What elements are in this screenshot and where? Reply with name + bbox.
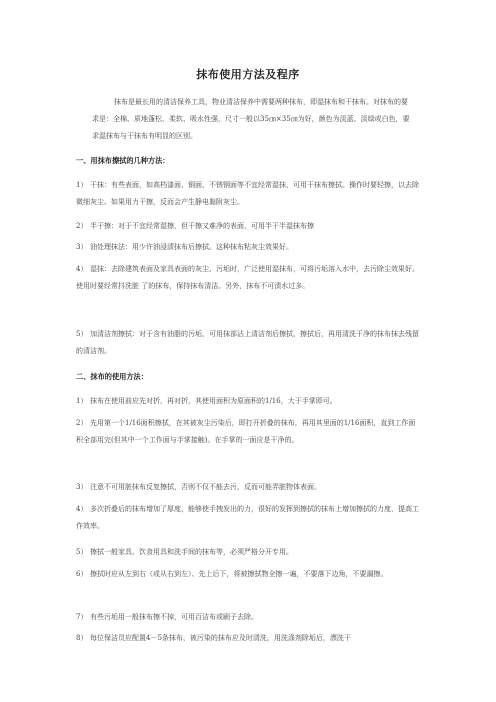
- list-item: 3） 油处理抹法：用少许油浸渍抹布后擦拭。这种抹布粘灰尘效果好。: [76, 243, 293, 251]
- section1-heading: 一、用抹布擦拭的几种方法：: [76, 156, 170, 165]
- list-item: 4） 湿抹：去除建筑表面及家具表面的灰尘、污垢时，广泛使用湿抹布，可将污垢溶入水中，去污除尘效果好。使用时要经常抖洗脏 了的抹布，保持抹布清洁。另外，抹布不可渍水过多。: [76, 265, 419, 290]
- document-title: 抹布使用方法及程序: [196, 68, 300, 81]
- intro-text: 抹布是最长用的清洁保养工具，物业清洁保养中需要两种抹布，即湿抹布和干抹布。对抹布的要求是：全棉、质地蓬松、柔软、吸水性强，尺寸一般以35㎝×35㎝为好，颜色为淡蓝、淡绿或白色，要求湿抹布与干抹布有明显的区别。: [92, 98, 410, 140]
- list-item: 1） 干抹：有些表面，如高档漆面、铜面、不锈钢面等不宜经常湿抹，可用干抹布擦拭。操作时要轻擦，以去除微细灰尘。如果用力干擦，反而会产生静电黏附灰尘。: [76, 181, 419, 206]
- intro-paragraph: [92, 94, 410, 145]
- section2-heading: 二、抹布的使用方法：: [76, 372, 148, 381]
- list-item: 5） 加清洁剂擦拭：对于含有油脂的污垢，可用抹部沾上清洁剂后擦拭，擦拭后，再用清洗干净的抹布抹去残留的清洁剂。: [76, 330, 419, 355]
- list-item: 7） 有些污垢用一般抹布擦不掉，可用百洁布或刷子去除。: [76, 613, 258, 621]
- list-item: 4） 多次折叠后的抹布增加了厚度，能够使手拽发出的力，很好的发挥到擦拭的抹布上增加擦拭的力度，提高工作效率。: [76, 505, 419, 530]
- list-item: 5） 擦拭一般家具、饮食用具和洗手间的抹布等，必须严格分开专用。: [76, 548, 293, 556]
- list-item: 2） 先用第一个1/16面积擦拭，在其被灰尘污染后，即打开折叠的抹布，再用其里面的1/16面积，直到工作面积全部用完(但其中一个工作面与手掌接触)。在手掌的一面应是干净的。: [76, 419, 416, 444]
- list-item: 3） 注意不可用脏抹布反复擦拭，否则不仅不能去污，反而可能弄脏物体表面。: [76, 483, 321, 491]
- list-item: 8） 每位保洁员应配置4－5条抹布，被污染的抹布应及时清洗，用洗涤剂除垢后，漂洗干: [76, 634, 351, 642]
- list-item: 2） 半干擦：对于不宜经常湿擦，但干擦又难净的表面，可用半干半湿抹布擦: [76, 222, 314, 230]
- list-item: 6） 擦拭时应从左到右（或从右到左）、先上后下，将被擦拭物全擦一遍，不要落下边角，不要漏擦。: [76, 570, 388, 578]
- list-item: 1） 抹布在使用前应先对折，再对折，其使用面积为原面积的1/16，大于手掌即可。: [76, 397, 337, 405]
